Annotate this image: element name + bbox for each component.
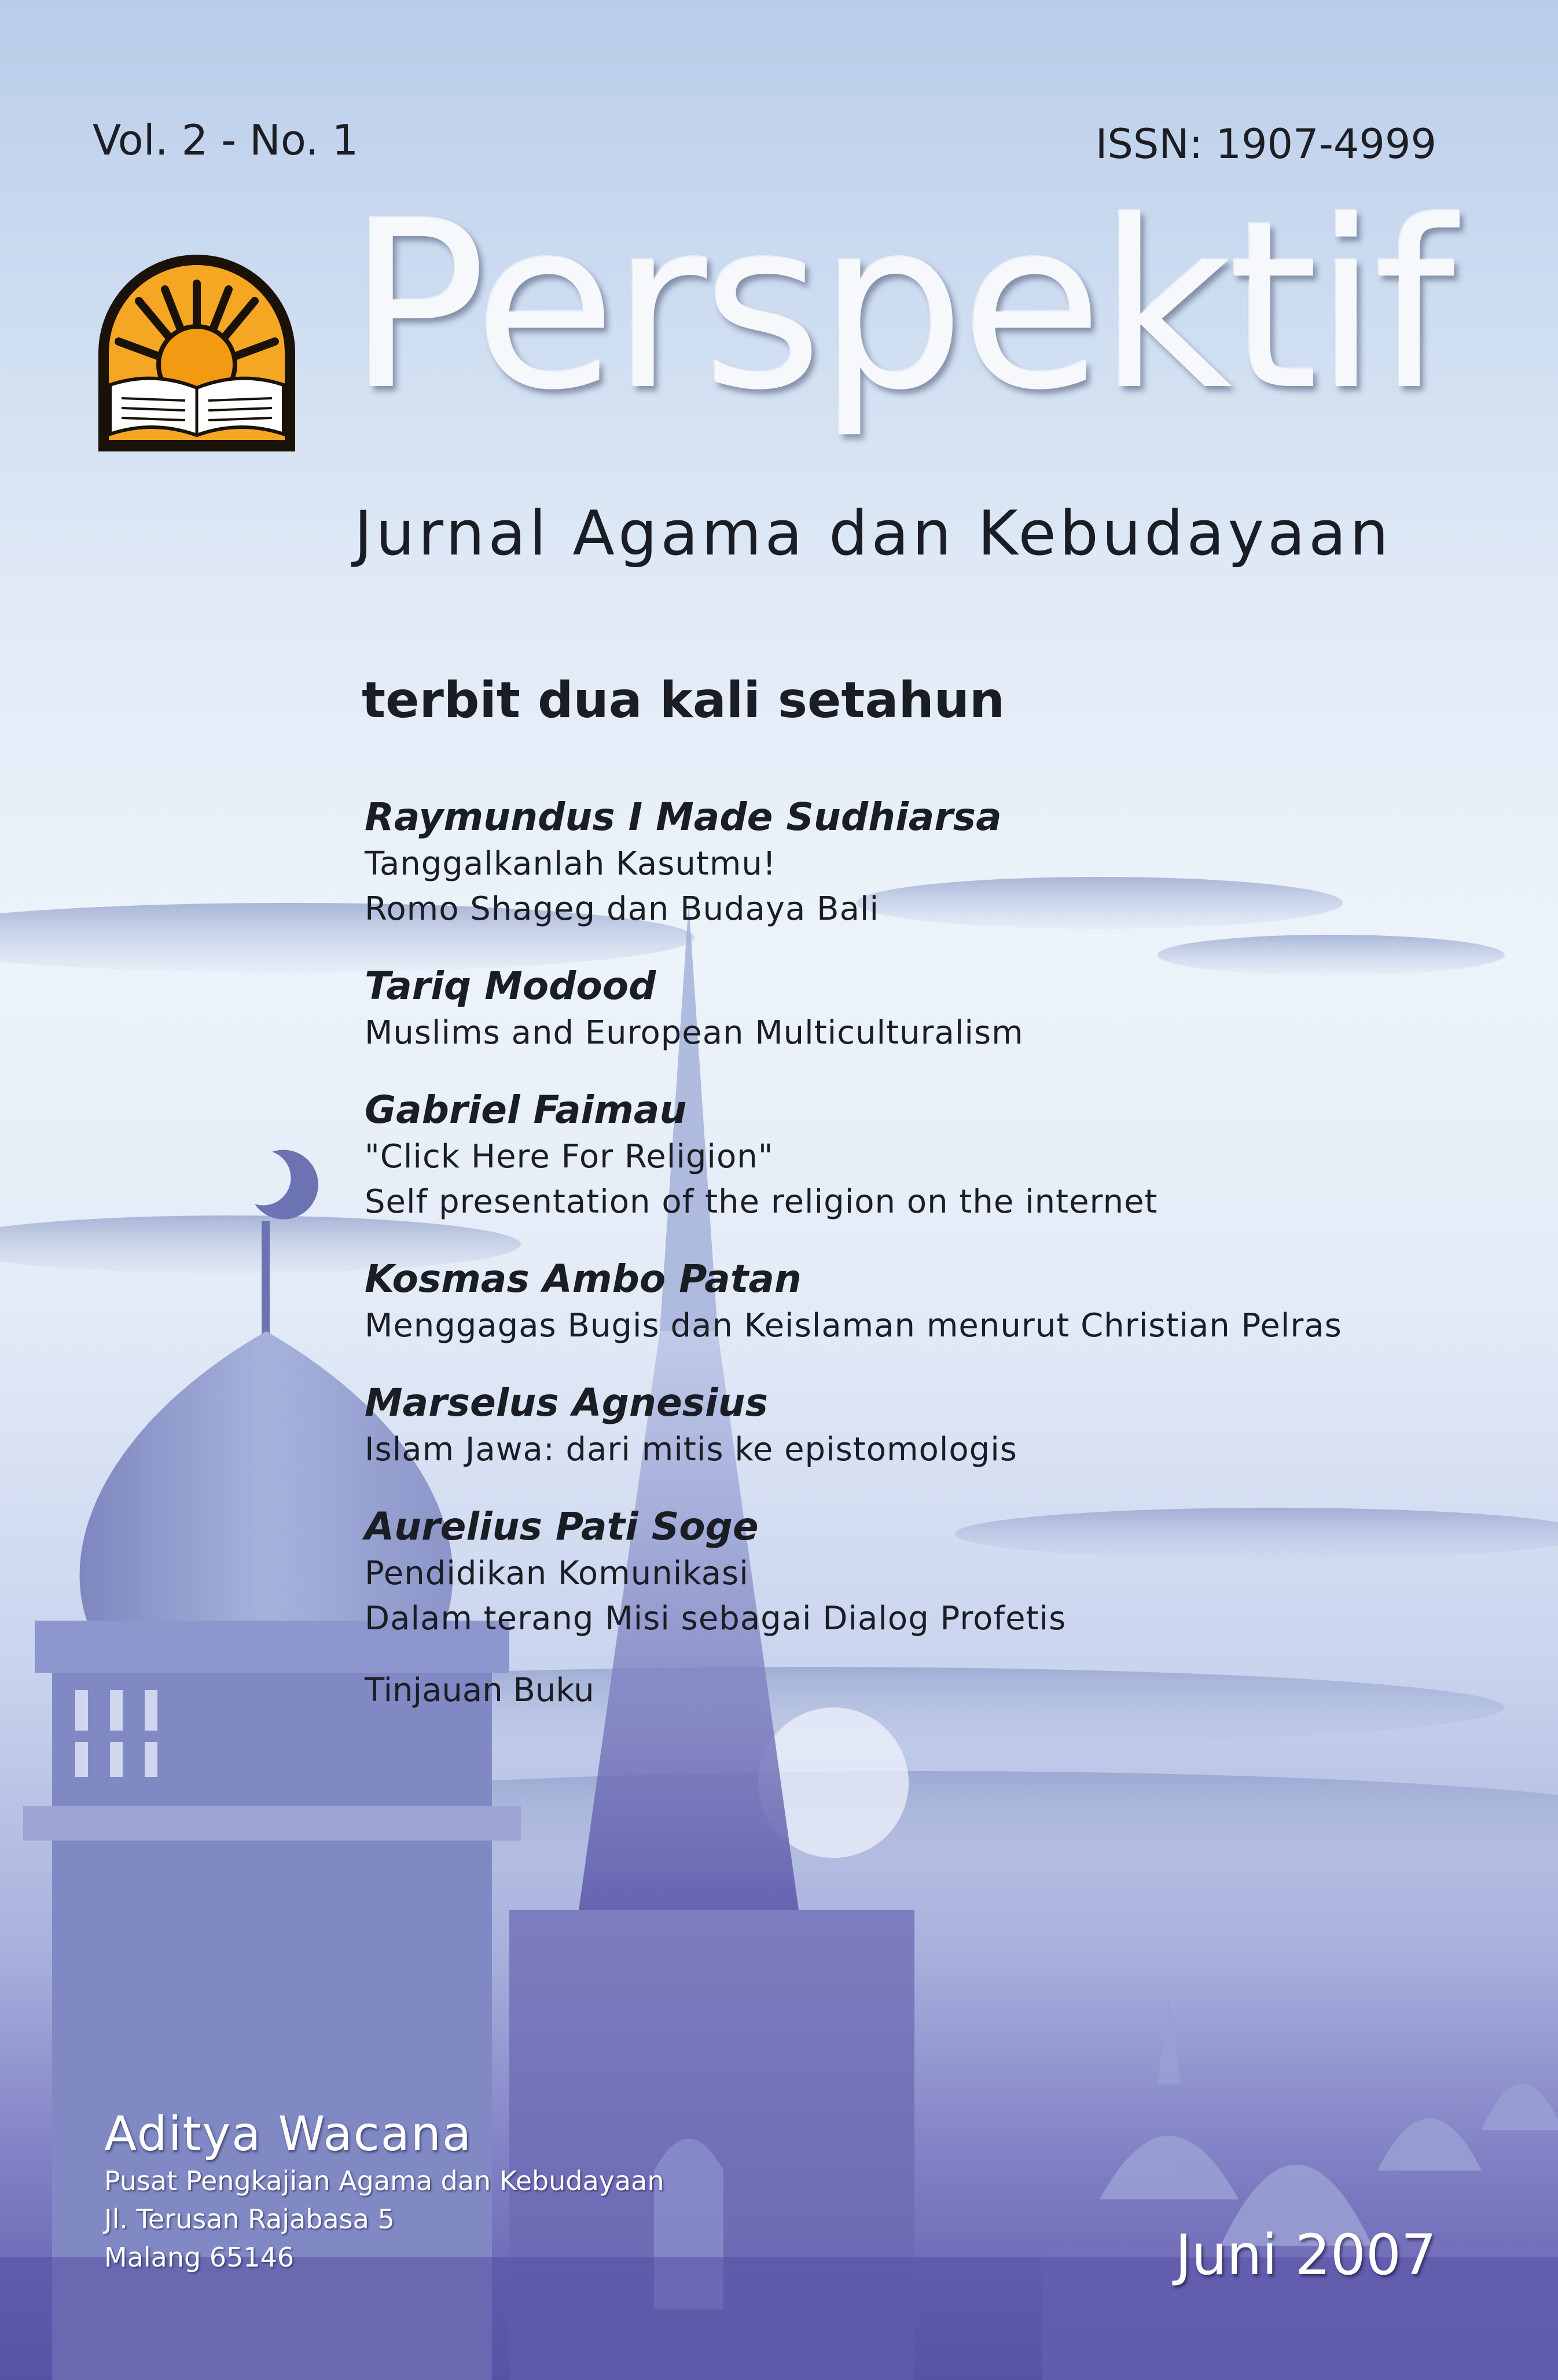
article-title-line: Dalam terang Misi sebagai Dialog Profetis [365,1600,1067,1637]
article-title-line: Menggagas Bugis dan Keislaman menurut Christian Pelras [365,1307,1342,1345]
publisher-street: Jl. Terusan Rajabasa 5 [104,2203,395,2235]
book-review-section: Tinjauan Buku [365,1672,594,1709]
article-title-line: Romo Shageg dan Budaya Bali [365,890,880,928]
article-title-line: Islam Jawa: dari mitis ke epistomologis [365,1431,1017,1468]
article-author: Gabriel Faimau [365,1088,687,1132]
toc-entry [365,1086,1464,1225]
article-title-line: Self presentation of the religion on the internet [365,1183,1158,1221]
toc-entry [365,1379,1464,1472]
article-author: Tariq Modood [365,964,656,1008]
publisher-block [104,2107,664,2276]
toc-entry [365,1255,1464,1349]
article-author: Aurelius Pati Soge [365,1504,759,1549]
toc-entry [365,793,1464,932]
publication-frequency: terbit dua kali setahun [362,671,1005,729]
article-author: Kosmas Ambo Patan [365,1257,802,1301]
sun-over-open-book-icon [93,249,301,457]
volume-number: Vol. 2 - No. 1 [93,116,359,164]
article-author: Raymundus I Made Sudhiarsa [365,795,1002,839]
article-author: Marselus Agnesius [365,1380,768,1425]
publisher-name: Aditya Wacana [104,2107,473,2162]
article-title-line: Muslims and European Multiculturalism [365,1014,1024,1052]
article-title-line: Pendidikan Komunikasi [365,1555,749,1592]
toc-entry [365,1503,1464,1641]
publisher-institute: Pusat Pengkajian Agama dan Kebudayaan [104,2165,664,2197]
journal-title: Perspektif [347,172,1451,441]
issn-number: ISSN: 1907-4999 [1095,120,1436,168]
article-title-line: "Click Here For Religion" [365,1138,774,1176]
table-of-contents [365,793,1464,1709]
publisher-city: Malang 65146 [104,2242,295,2273]
toc-entry [365,962,1464,1056]
article-title-line: Tanggalkanlah Kasutmu! [365,845,777,883]
issue-date: Juni 2007 [1175,2223,1436,2287]
journal-subtitle: Jurnal Agama dan Kebudayaan [354,498,1392,569]
